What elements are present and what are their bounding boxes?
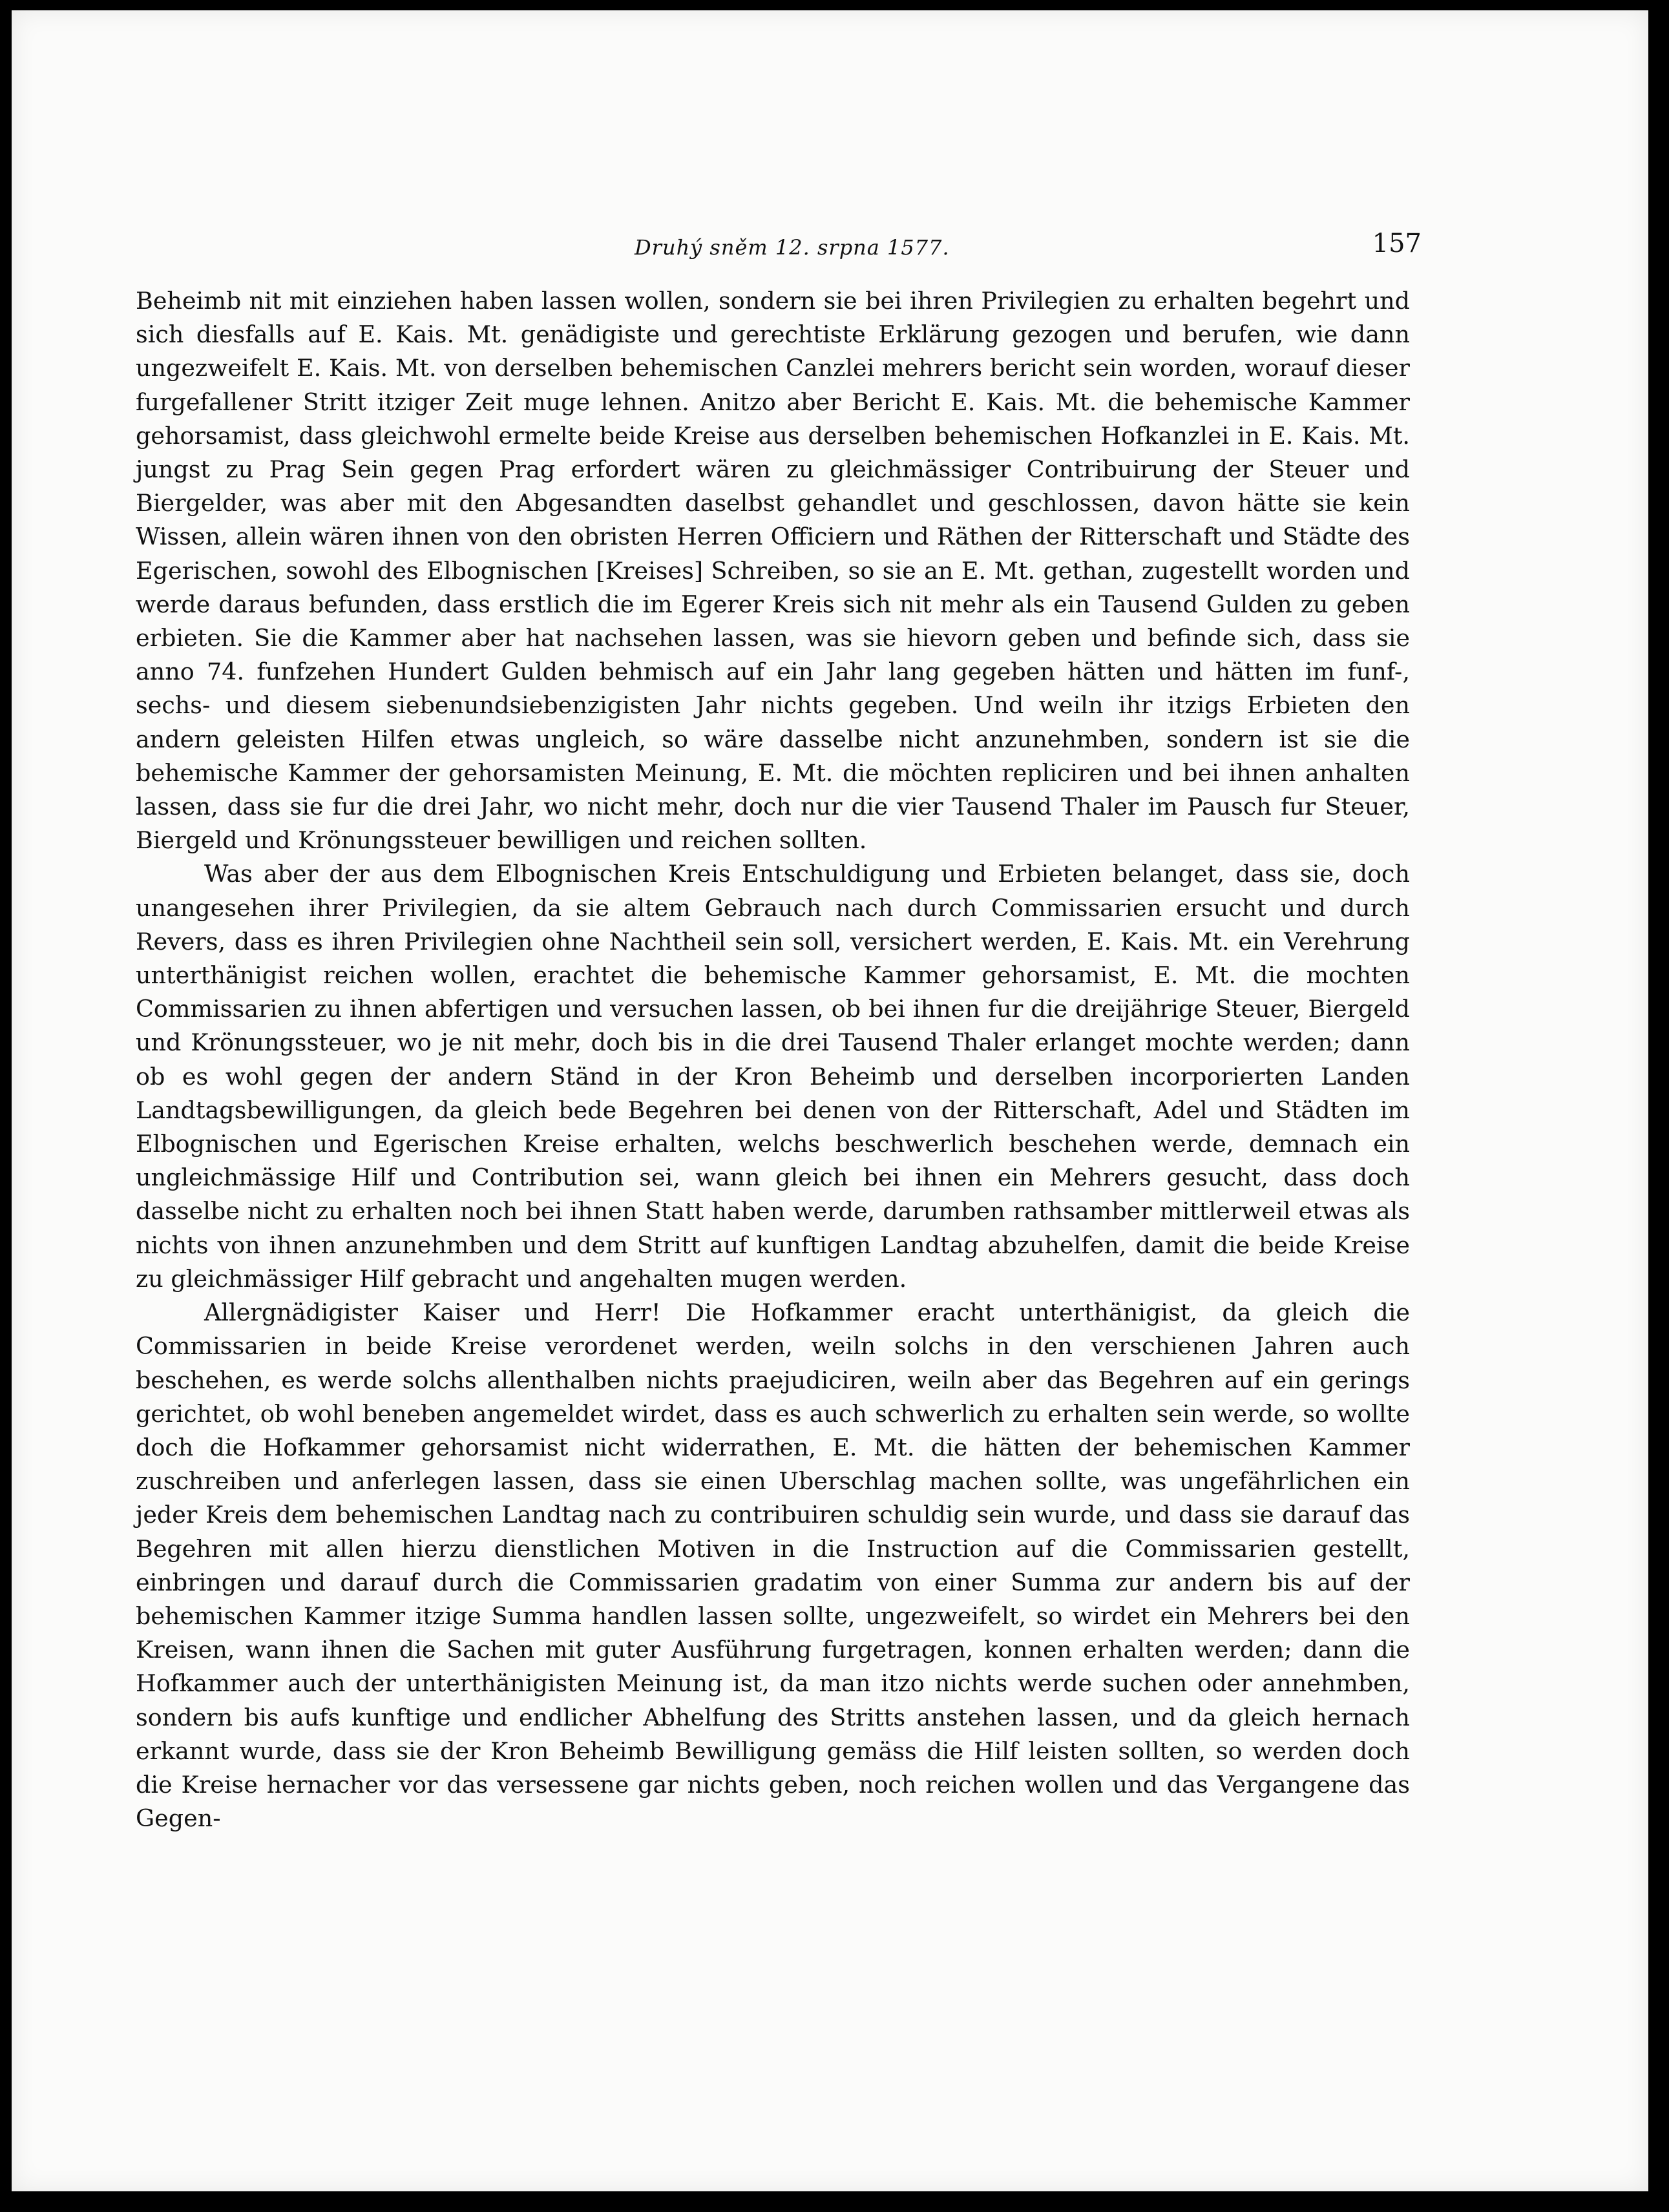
running-title: Druhý sněm 12. srpna 1577. [635,235,950,260]
page-number: 157 [1372,229,1422,258]
paragraph: Allergnädigister Kaiser und Herr! Die Hofkammer eracht unterthänigist, da gleich die Commissarien in beide Kreise verordenet werden, weiln solchs in den verschienen Jahren auch beschehen, es werde solchs allenthalben nichts praejudiciren, weiln aber das Begehren auf ein gerings gerichtet, ob wohl beneben angemeldet wirdet, dass es auch schwerlich zu erhalten sein werde, so wollte doch die Hofkammer gehorsamist nicht widerrathen, E. Mt. die hätten der behemischen Kammer zuschreiben und anferlegen lassen, dass sie einen Uberschlag machen sollte, was ungefährlichen ein jeder Kreis dem behemischen Landtag nach zu contribuiren schuldig sein wurde, und dass sie darauf das Begehren mit allen hierzu dienstlichen Motiven in die Instruction auf die Commissarien gestellt, einbringen und darauf durch die Commissarien gradatim von einer Summa zur andern bis auf der behemischen Kammer itzige Summa handlen lassen sollte, ungezweifelt, so wirdet ein Mehrers bei den Kreisen, wann ihnen die Sachen mit guter Ausführung furgetragen, konnen erhalten werden; dann die Hofkammer auch der unterthänigisten Meinung ist, da man itzo nichts werde suchen oder annehmben, sondern bis aufs kunftige und endlicher Abhelfung des Stritts anstehen lassen, und da gleich hernach erkannt wurde, dass sie der Kron Beheimb Bewilligung gemäss die Hilf leisten sollten, so werden doch die Kreise hernacher vor das versessene gar nichts geben, noch reichen wollen und das Vergangene das Gegen- [136,1299,1410,1833]
paragraph: Was aber der aus dem Elbognischen Kreis Entschuldigung und Erbieten belanget, dass sie, doch unangesehen ihrer Privilegien, da sie altem Gebrauch nach durch Commissarien ersucht und durch Revers, dass es ihren Privilegien ohne Nachtheil sein soll, versichert werden, E. Kais. Mt. ein Verehrung unterthänigist reichen wollen, erachtet die behemische Kammer gehorsamist, E. Mt. die mochten Commissarien zu ihnen abfertigen und versuchen lassen, ob bei ihnen fur die dreijährige Steuer, Biergeld und Krönungssteuer, wo je nit mehr, doch bis in die drei Tausend Thaler erlanget mochte werden; dann ob es wohl gegen der andern Ständ in der Kron Beheimb und derselben incorporierten Landen Landtagsbewilligungen, da gleich bede Begehren bei denen von der Ritterschaft, Adel und Städten im Elbognischen und Egerischen Kreise erhalten, welchs beschwerlich beschehen werde, demnach ein ungleichmässige Hilf und Contribution sei, wann gleich bei ihnen ein Mehrers gesucht, dass doch dasselbe nicht zu erhalten noch bei ihnen Statt haben werde, darumben rathsamber mittlerweil etwas als nichts von ihnen anzunehmben und dem Stritt auf kunftigen Landtag abzuhelfen, damit die beide Kreise zu gleichmässiger Hilf gebracht und angehalten mugen werden. [136,860,1410,1293]
paragraph: Beheimb nit mit einziehen haben lassen wollen, sondern sie bei ihren Privilegien zu erhalten begehrt und sich diesfalls auf E. Kais. Mt. genädigiste und gerechtiste Erklärung gezogen und berufen, wie dann ungezweifelt E. Kais. Mt. von derselben behemischen Canzlei mehrers bericht sein worden, worauf dieser furgefallener Stritt itziger Zeit muge lehnen. Anitzo aber Bericht E. Kais. Mt. die behemische Kammer gehorsamist, dass gleichwohl ermelte beide Kreise aus derselben behemischen Hofkanzlei in E. Kais. Mt. jungst zu Prag Sein gegen Prag erfordert wären zu gleichmässiger Contribuirung der Steuer und Biergelder, was aber mit den Abgesandten daselbst gehandlet und geschlossen, davon hätte sie kein Wissen, allein wären ihnen von den obristen Herren Officiern und Räthen der Ritterschaft und Städte des Egerischen, sowohl des Elbognischen [Kreises] Schreiben, so sie an E. Mt. gethan, zugestellt worden und werde daraus befunden, dass erstlich die im Egerer Kreis sich nit mehr als ein Tausend Gulden zu geben erbieten. Sie die Kammer aber hat nachsehen lassen, was sie hievorn geben und befinde sich, dass sie anno 74. funfzehen Hundert Gulden behmisch auf ein Jahr lang gegeben hätten und hätten im funf-, sechs- und diesem siebenundsiebenzigisten Jahr nichts gegeben. Und weiln ihr itzigs Erbieten den andern geleisten Hilfen etwas ungleich, so wäre dasselbe nicht anzunehmben, sondern ist sie die behemische Kammer der gehorsamisten Meinung, E. Mt. die möchten repliciren und bei ihnen anhalten lassen, dass sie fur die drei Jahr, wo nicht mehr, doch nur die vier Tausend Thaler im Pausch fur Steuer, Biergeld und Krönungssteuer bewilligen und reichen sollten. [136,287,1410,855]
body-text [136,284,1410,1835]
page-header [147,229,1422,267]
